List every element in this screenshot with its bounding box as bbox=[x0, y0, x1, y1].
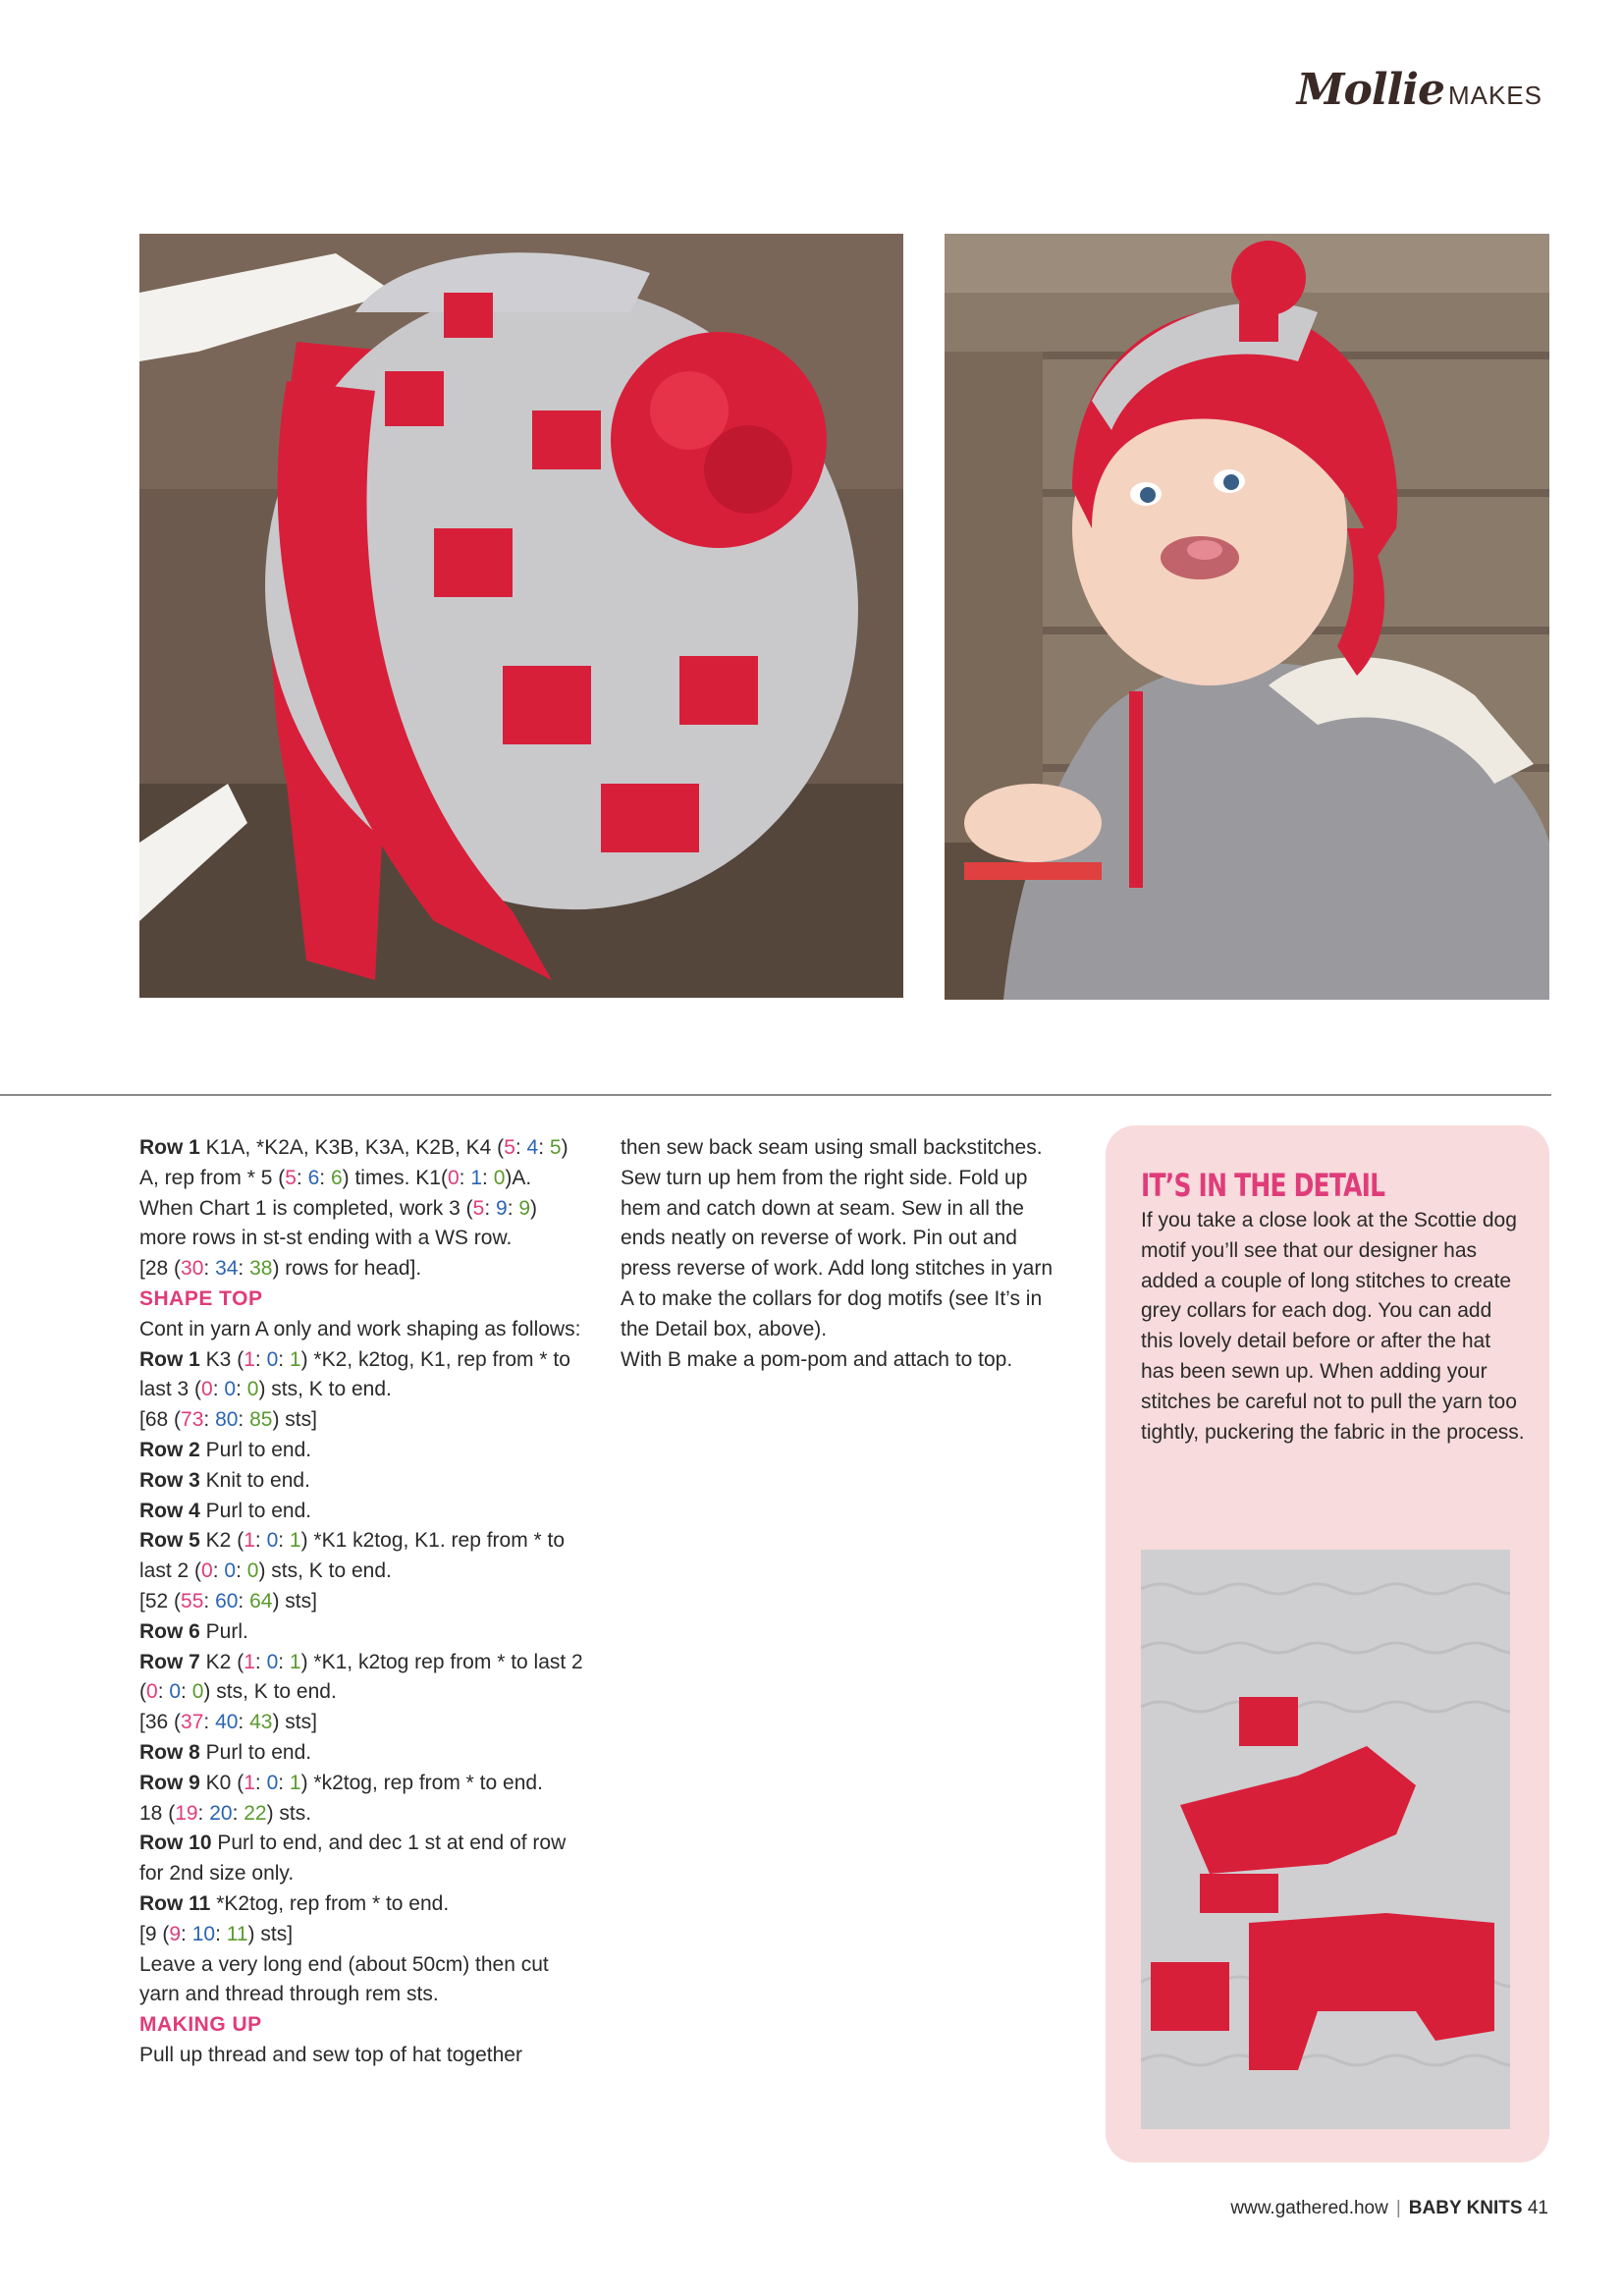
size-2-value: 1 bbox=[243, 1529, 255, 1553]
row-label: Row 10 bbox=[139, 1831, 212, 1855]
sts-text: [52 ( bbox=[139, 1589, 182, 1613]
shape-row11 bbox=[139, 1889, 586, 1920]
brand-logo-caps: MAKES bbox=[1447, 81, 1542, 110]
row-text: ) sts, K to end. bbox=[258, 1559, 392, 1583]
row-text: ) *K1, k2tog rep from * to last 2 ( bbox=[139, 1650, 583, 1704]
size-3-value: 10 bbox=[191, 1922, 216, 1945]
size-3-value: 0 bbox=[224, 1378, 237, 1401]
size-2-value: 19 bbox=[175, 1801, 198, 1825]
row1-text-a: K1A, *K2A, K3B, K3A, K2B, K4 ( bbox=[199, 1136, 505, 1159]
size-3-value: 0 bbox=[169, 1680, 182, 1704]
size-2-value: 5 bbox=[285, 1166, 297, 1189]
size-2-value: 30 bbox=[181, 1257, 204, 1281]
size-4-value: 85 bbox=[249, 1408, 273, 1432]
sts-text: [36 ( bbox=[139, 1711, 182, 1734]
size-3-value: 1 bbox=[470, 1166, 483, 1189]
chart-instruction: When Chart 1 is completed, work 3 (5: 9: 9) more rows in st-st ending with a WS row. bbox=[139, 1196, 538, 1250]
row-text: ) sts, K to end. bbox=[203, 1680, 337, 1704]
size-2-value: 37 bbox=[181, 1711, 204, 1734]
making-up-heading: MAKING UP bbox=[139, 2013, 262, 2037]
pompom-instruction: With B make a pom-pom and attach to top. bbox=[621, 1347, 1013, 1371]
size-3-value: 6 bbox=[307, 1166, 320, 1189]
footer-url: www.gathered.how bbox=[1230, 2198, 1388, 2218]
brand-logo bbox=[1297, 65, 1542, 115]
shape-row3 bbox=[139, 1466, 586, 1497]
shape-row6 bbox=[139, 1617, 586, 1648]
brand-logo-script: Mollie bbox=[1296, 65, 1444, 115]
shape-row5: Row 5 K2 (1: 0: 1) *K1 k2tog, K1. rep from * to last 2 (0: 0: 0) sts, K to end. bbox=[139, 1529, 566, 1583]
baby-photo bbox=[945, 234, 1549, 1000]
shape-row1-sts: [68 (73: 80: 85) sts] bbox=[139, 1408, 317, 1432]
size-2-value: 0 bbox=[146, 1680, 158, 1704]
size-3-value: 80 bbox=[215, 1408, 239, 1432]
size-3-value: 0 bbox=[224, 1559, 237, 1583]
shape-row9: Row 9 K0 (1: 0: 1) *k2tog, rep from * to end. bbox=[139, 1771, 543, 1794]
row-text: Purl to end. bbox=[199, 1438, 312, 1461]
size-2-value: 9 bbox=[169, 1922, 182, 1945]
section-divider bbox=[0, 1094, 1551, 1096]
size-2-value: 1 bbox=[243, 1771, 255, 1794]
row-label: Row 8 bbox=[139, 1740, 200, 1764]
sts-text: ) sts. bbox=[266, 1801, 312, 1825]
row-label: Row 2 bbox=[139, 1438, 200, 1461]
size-3-value: 40 bbox=[215, 1711, 239, 1734]
size-4-value: 0 bbox=[246, 1559, 259, 1583]
row-label: Row 1 bbox=[139, 1347, 200, 1371]
size-2-value: 1 bbox=[243, 1650, 255, 1673]
row-text: *K2tog, rep from * to end. bbox=[210, 1891, 450, 1915]
shape-row7: Row 7 K2 (1: 0: 1) *K1, k2tog rep from * to last 2 (0: 0: 0) sts, K to end. bbox=[139, 1650, 583, 1704]
size-3-value: 60 bbox=[215, 1589, 239, 1613]
size-4-value: 1 bbox=[289, 1650, 301, 1673]
size-4-value: 11 bbox=[226, 1922, 248, 1945]
head-text-a: [28 ( bbox=[139, 1257, 182, 1281]
size-2-value: 55 bbox=[181, 1589, 204, 1613]
size-4-value: 5 bbox=[549, 1136, 562, 1159]
row-label: Row 6 bbox=[139, 1619, 200, 1643]
shape-top-heading: SHAPE TOP bbox=[139, 1286, 263, 1310]
row-text: K0 ( bbox=[199, 1771, 244, 1794]
shape-row9-sts: 18 (19: 20: 22) sts. bbox=[139, 1801, 312, 1825]
size-2-value: 0 bbox=[201, 1378, 213, 1401]
size-4-value: 43 bbox=[249, 1711, 273, 1734]
row-label: Row 4 bbox=[139, 1499, 200, 1522]
shape-row4 bbox=[139, 1497, 586, 1527]
size-4-value: 0 bbox=[493, 1166, 506, 1189]
sts-text: ) sts] bbox=[272, 1589, 317, 1613]
sts-text: ) sts] bbox=[272, 1711, 317, 1734]
size-3-value: 0 bbox=[266, 1529, 279, 1553]
size-4-value: 9 bbox=[518, 1196, 531, 1220]
row-label: Row 3 bbox=[139, 1468, 200, 1492]
row1-label: Row 1 bbox=[139, 1136, 200, 1159]
size-2-value: 0 bbox=[201, 1559, 213, 1583]
shape-row1: Row 1 K3 (1: 0: 1) *K2, k2tog, K1, rep from * to last 3 (0: 0: 0) sts, K to end. bbox=[139, 1347, 570, 1401]
row-text: K2 ( bbox=[199, 1650, 244, 1673]
shape-top-intro: Cont in yarn A only and work shaping as follows: bbox=[139, 1317, 581, 1340]
size-3-value: 34 bbox=[215, 1257, 239, 1281]
shape-row11-sts: [9 (9: 10: 11) sts] bbox=[139, 1922, 294, 1945]
size-2-value: 1 bbox=[243, 1347, 255, 1371]
row-text: Purl to end. bbox=[199, 1740, 312, 1764]
page-footer bbox=[1230, 2198, 1548, 2219]
size-4-value: 38 bbox=[249, 1257, 273, 1281]
size-3-value: 0 bbox=[266, 1347, 279, 1371]
row1-text-b: ) A, rep from * 5 ( bbox=[139, 1136, 568, 1189]
size-4-value: 6 bbox=[330, 1166, 343, 1189]
row-text: ) sts, K to end. bbox=[258, 1378, 392, 1401]
pattern-column-2 bbox=[621, 1133, 1067, 1375]
size-3-value: 0 bbox=[266, 1771, 279, 1794]
size-4-value: 22 bbox=[243, 1801, 267, 1825]
size-3-value: 0 bbox=[266, 1650, 279, 1673]
footer-magazine: BABY KNITS bbox=[1408, 2198, 1523, 2218]
row-label: Row 9 bbox=[139, 1771, 200, 1794]
row-text: Purl to end, and dec 1 st at end of row for 2nd size only. bbox=[139, 1831, 567, 1886]
head-rows-count: [28 (30: 34: 38) rows for head]. bbox=[139, 1257, 422, 1281]
row1-instruction: Row 1 K1A, *K2A, K3B, K3A, K2B, K4 (5: 4: 5) A, rep from * 5 (5: 6: 6) times. K1(0: 1: 0)A. bbox=[139, 1136, 568, 1189]
sts-text: 18 ( bbox=[139, 1801, 176, 1825]
chart-text-b: ) more rows in st-st ending with a WS row. bbox=[139, 1196, 538, 1250]
row-text: K3 ( bbox=[199, 1347, 244, 1371]
row-label: Row 7 bbox=[139, 1650, 200, 1673]
making-up-text: Pull up thread and sew top of hat together bbox=[139, 2043, 522, 2066]
chart-text-a: When Chart 1 is completed, work 3 ( bbox=[139, 1196, 473, 1220]
head-text-b: ) rows for head]. bbox=[272, 1257, 422, 1281]
size-2-value: 5 bbox=[504, 1136, 515, 1159]
size-4-value: 0 bbox=[191, 1680, 204, 1704]
row-text: Purl to end. bbox=[199, 1499, 312, 1522]
row-text: Purl. bbox=[199, 1619, 248, 1643]
size-3-value: 4 bbox=[526, 1136, 539, 1159]
size-4-value: 1 bbox=[289, 1347, 301, 1371]
row-text: ) *K1 k2tog, K1. rep from * to last 2 ( bbox=[139, 1529, 566, 1583]
detail-text: If you take a close look at the Scottie dog motif you’ll see that our designer has added a couple of long stitches to create grey collars for each dog. You can add this lovely detail before or after the hat has been sewn up. When adding your stitches be careful not to pull the yarn too tightly, puckering the fabric in the process. bbox=[1141, 1209, 1525, 1444]
detail-title: IT’S IN THE DETAIL bbox=[1141, 1167, 1385, 1204]
size-4-value: 1 bbox=[289, 1771, 301, 1794]
row-label: Row 11 bbox=[139, 1891, 211, 1915]
row-text: K2 ( bbox=[199, 1529, 244, 1553]
size-3-value: 20 bbox=[209, 1801, 233, 1825]
finishing-instruction: Leave a very long end (about 50cm) then cut yarn and thread through rem sts. bbox=[139, 1952, 549, 2006]
size-2-value: 0 bbox=[447, 1166, 460, 1189]
pattern-column-1 bbox=[139, 1133, 586, 2071]
row-text: ) *k2tog, rep from * to end. bbox=[300, 1771, 543, 1794]
row-label: Row 5 bbox=[139, 1529, 200, 1553]
knit-closeup-photo bbox=[1141, 1550, 1510, 2129]
hat-photo bbox=[139, 234, 903, 998]
shape-row5-sts: [52 (55: 60: 64) sts] bbox=[139, 1589, 317, 1613]
shape-row10 bbox=[139, 1829, 586, 1889]
size-2-value: 73 bbox=[181, 1408, 204, 1432]
row1-text-d: )A. bbox=[505, 1166, 532, 1189]
shape-row7-sts: [36 (37: 40: 43) sts] bbox=[139, 1711, 317, 1734]
size-4-value: 0 bbox=[246, 1378, 259, 1401]
footer-separator: | bbox=[1395, 2198, 1401, 2218]
sts-text: ) sts] bbox=[247, 1922, 294, 1945]
shape-row2 bbox=[139, 1436, 586, 1466]
sts-text: ) sts] bbox=[272, 1408, 317, 1432]
making-up-continued: then sew back seam using small backstitches. Sew turn up hem from the right side. Fold up hem and catch down at seam. Sew in all the ends neatly on reverse of work. Pin out and press reverse of work. Add long stitches in yarn A to make the collars for dog motifs (see It’s in the Detail box, above). bbox=[621, 1136, 1054, 1340]
row-text: ) *K2, k2tog, K1, rep from * to last 3 ( bbox=[139, 1347, 570, 1401]
page-number: 41 bbox=[1527, 2198, 1548, 2218]
shape-row8 bbox=[139, 1738, 586, 1769]
size-2-value: 5 bbox=[472, 1196, 485, 1220]
row1-text-c: ) times. K1( bbox=[342, 1166, 448, 1189]
size-4-value: 64 bbox=[249, 1589, 273, 1613]
size-3-value: 9 bbox=[496, 1196, 508, 1220]
sts-text: [68 ( bbox=[139, 1408, 182, 1432]
size-4-value: 1 bbox=[289, 1529, 301, 1553]
sts-text: [9 ( bbox=[139, 1922, 170, 1945]
row-text: Knit to end. bbox=[199, 1468, 310, 1492]
